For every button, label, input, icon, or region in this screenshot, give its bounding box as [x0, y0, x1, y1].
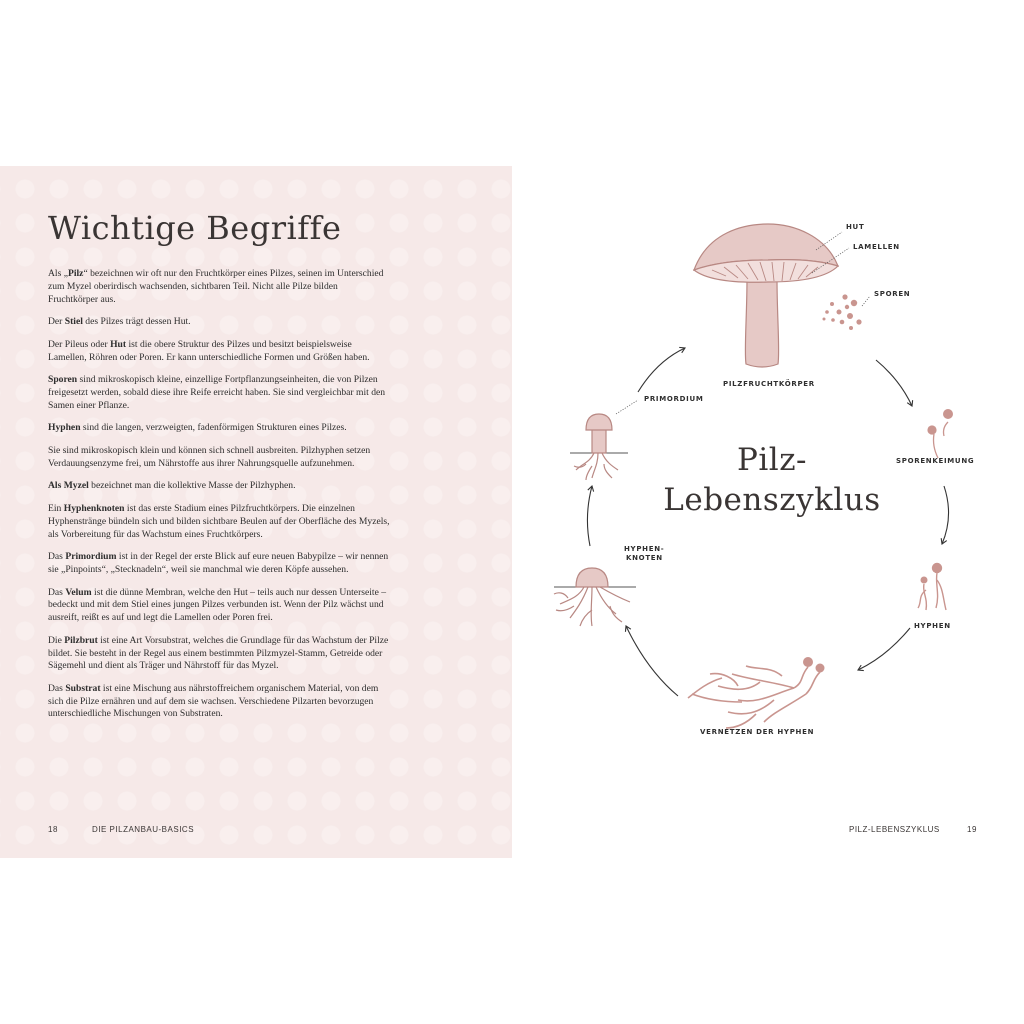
label-vernetzen-der-hyphen: VERNETZEN DER HYPHEN	[700, 728, 815, 736]
glossary-text-run: Das	[48, 551, 66, 563]
glossary-text-run: Als „	[48, 268, 68, 279]
cycle-arrows	[587, 348, 948, 696]
glossary-text-run: ist das erste Stadium eines Pilzfruchtkörpers. Die einzelnen Hyphenstränge bündeln sich und bilden sichtbare Beulen auf der Oberfläche des Myzels, als Vorbereitung für das Wachstum eines Fruchtkörpers.	[48, 502, 390, 540]
cycle-arrow-icon	[858, 628, 910, 670]
mushroom-fruiting-body-icon	[694, 224, 838, 367]
glossary-term: Hyphenknoten	[63, 502, 125, 514]
glossary-paragraph	[48, 268, 390, 306]
spore-germination-icon	[927, 409, 953, 458]
label-sporen: SPOREN	[874, 290, 911, 298]
glossary-paragraph	[48, 374, 390, 412]
page-number-right: 19	[967, 825, 977, 834]
glossary-text-run: “ bezeichnen wir oft nur den Fruchtkörper eines Pilzes, seinen im Unterschied zum Myzel oberirdisch wachsenden, sichtbaren Teil. Nicht alle Pilze bilden Fruchtkörper aus.	[48, 268, 384, 305]
label-hut: HUT	[846, 223, 865, 231]
glossary-text-run: ist in der Regel der erste Blick auf eure neuen Babypilze – wir nennen sie „Pinpoints“, „Stecknadeln“, weil sie manchmal wie deren Köpfe aussehen.	[48, 551, 389, 575]
cycle-arrow-icon	[587, 486, 592, 546]
primordium-icon	[570, 414, 628, 480]
glossary-text-run: Ein	[48, 502, 64, 514]
glossary-paragraph	[48, 422, 390, 435]
glossary-paragraph	[48, 551, 390, 577]
glossary-term: Als Myzel	[48, 480, 89, 492]
glossary-text-run: bezeichnet man die kollektive Masse der Pilzhyphen.	[88, 480, 296, 492]
glossary-term: Substrat	[65, 682, 101, 694]
glossary-text-run: ist eine Mischung aus nährstoffreichem organischem Material, von dem sich die Pilze ernähren und auf dem sie wachsen. Verschiedene Pilzarten bevorzugen unterschiedliche Mischungen von Substraten.	[48, 682, 379, 720]
book-spread	[0, 166, 1024, 858]
label-lamellen: LAMELLEN	[853, 243, 900, 251]
glossary-text-run: Das	[48, 682, 66, 694]
glossary-paragraph	[48, 635, 390, 673]
glossary-paragraph	[48, 480, 390, 493]
label-hyphen: HYPHEN	[914, 622, 951, 630]
glossary-term: Sporen	[48, 374, 78, 386]
glossary-paragraph	[48, 445, 390, 471]
label-primordium: PRIMORDIUM	[644, 395, 704, 403]
hyphae-icon	[918, 563, 946, 610]
label-sporenkeimung: SPORENKEIMUNG	[896, 457, 975, 465]
glossary-paragraph	[48, 683, 390, 721]
spores-icon	[823, 294, 862, 330]
glossary-paragraph	[48, 587, 390, 625]
glossary-text-run: Die	[48, 634, 65, 646]
running-head-left: DIE PILZANBAU-BASICS	[92, 825, 195, 834]
glossary-text-run: ist die obere Struktur des Pilzes und besitzt beispielsweise Lamellen, Röhren oder Poren. Er kann unterschiedliche Formen und Größen haben.	[48, 338, 370, 363]
glossary-paragraph	[48, 339, 390, 365]
label-hyphenknoten-line1: HYPHEN-	[624, 545, 665, 553]
glossary-term: Hyphen	[48, 422, 81, 434]
glossary-paragraph	[48, 503, 390, 541]
page-title: Wichtige Begriffe	[48, 209, 342, 247]
glossary-term: Velum	[65, 586, 92, 598]
glossary-paragraph	[48, 316, 390, 329]
cycle-arrow-icon	[626, 626, 678, 696]
glossary-text-run: Das	[48, 586, 66, 598]
cycle-arrow-icon	[638, 348, 685, 392]
glossary-text-run: Der	[48, 316, 65, 328]
glossary-text-run: des Pilzes trägt dessen Hut.	[82, 316, 191, 328]
diagram-title-line2: Lebenszyklus	[663, 482, 881, 518]
glossary-text-run: sind die langen, verzweigten, fadenförmigen Strukturen eines Pilzes.	[80, 422, 347, 434]
label-pilzfruchtkoerper: PILZFRUCHTKÖRPER	[723, 380, 815, 388]
glossary-text-run: sind mikroskopisch kleine, einzellige Fortpflanzungseinheiten, die von Pilzen freigesetzt werden, sobald diese ihre Reife erreicht haben. Sie sind vergleichbar mit den Samen einer Pflanze.	[48, 374, 386, 411]
diagram-title-line1: Pilz-	[737, 442, 807, 478]
glossary-text	[48, 268, 390, 731]
glossary-text-run: ist eine Art Vorsubstrat, welches die Grundlage für das Wachstum der Pilze bildet. Sie besteht in der Regel aus einem bestimmten Pilzmyzel-Stamm, Getreide oder Sägemehl und dient als Träger und Nährstoff für das Myzel.	[48, 634, 389, 672]
glossary-text-run: ist die dünne Membran, welche den Hut – teils auch nur dessen Unterseite – bedeckt und mit dem Stiel eines jungen Pilzes verbunden ist. Wenn der Pilz wächst und ausreift, reißt es auf und legt die Lamellen oder Poren frei.	[48, 586, 387, 624]
page-number-left: 18	[48, 825, 58, 834]
glossary-text-run: Der Pileus oder	[48, 338, 111, 350]
left-page	[0, 166, 512, 858]
hyphal-knot-icon	[554, 568, 636, 626]
label-hyphenknoten-line2: KNOTEN	[626, 554, 663, 562]
cycle-arrow-icon	[942, 486, 949, 544]
glossary-term: Pilzbrut	[64, 634, 98, 646]
cycle-arrow-icon	[876, 360, 912, 406]
glossary-term: Hut	[110, 338, 127, 350]
mycelium-network-icon	[688, 657, 825, 728]
glossary-term: Primordium	[65, 551, 117, 563]
glossary-term: Stiel	[64, 316, 83, 328]
glossary-text-run: Sie sind mikroskopisch klein und können sich schnell ausbreiten. Pilzhyphen setzen Verdauungsenzyme frei, um Nährstoffe aus ihrer Nahrungsquelle aufzunehmen.	[48, 444, 371, 469]
running-head-right: PILZ-LEBENSZYKLUS	[849, 825, 940, 834]
right-page	[512, 166, 1024, 858]
glossary-term: Pilz	[67, 268, 84, 279]
